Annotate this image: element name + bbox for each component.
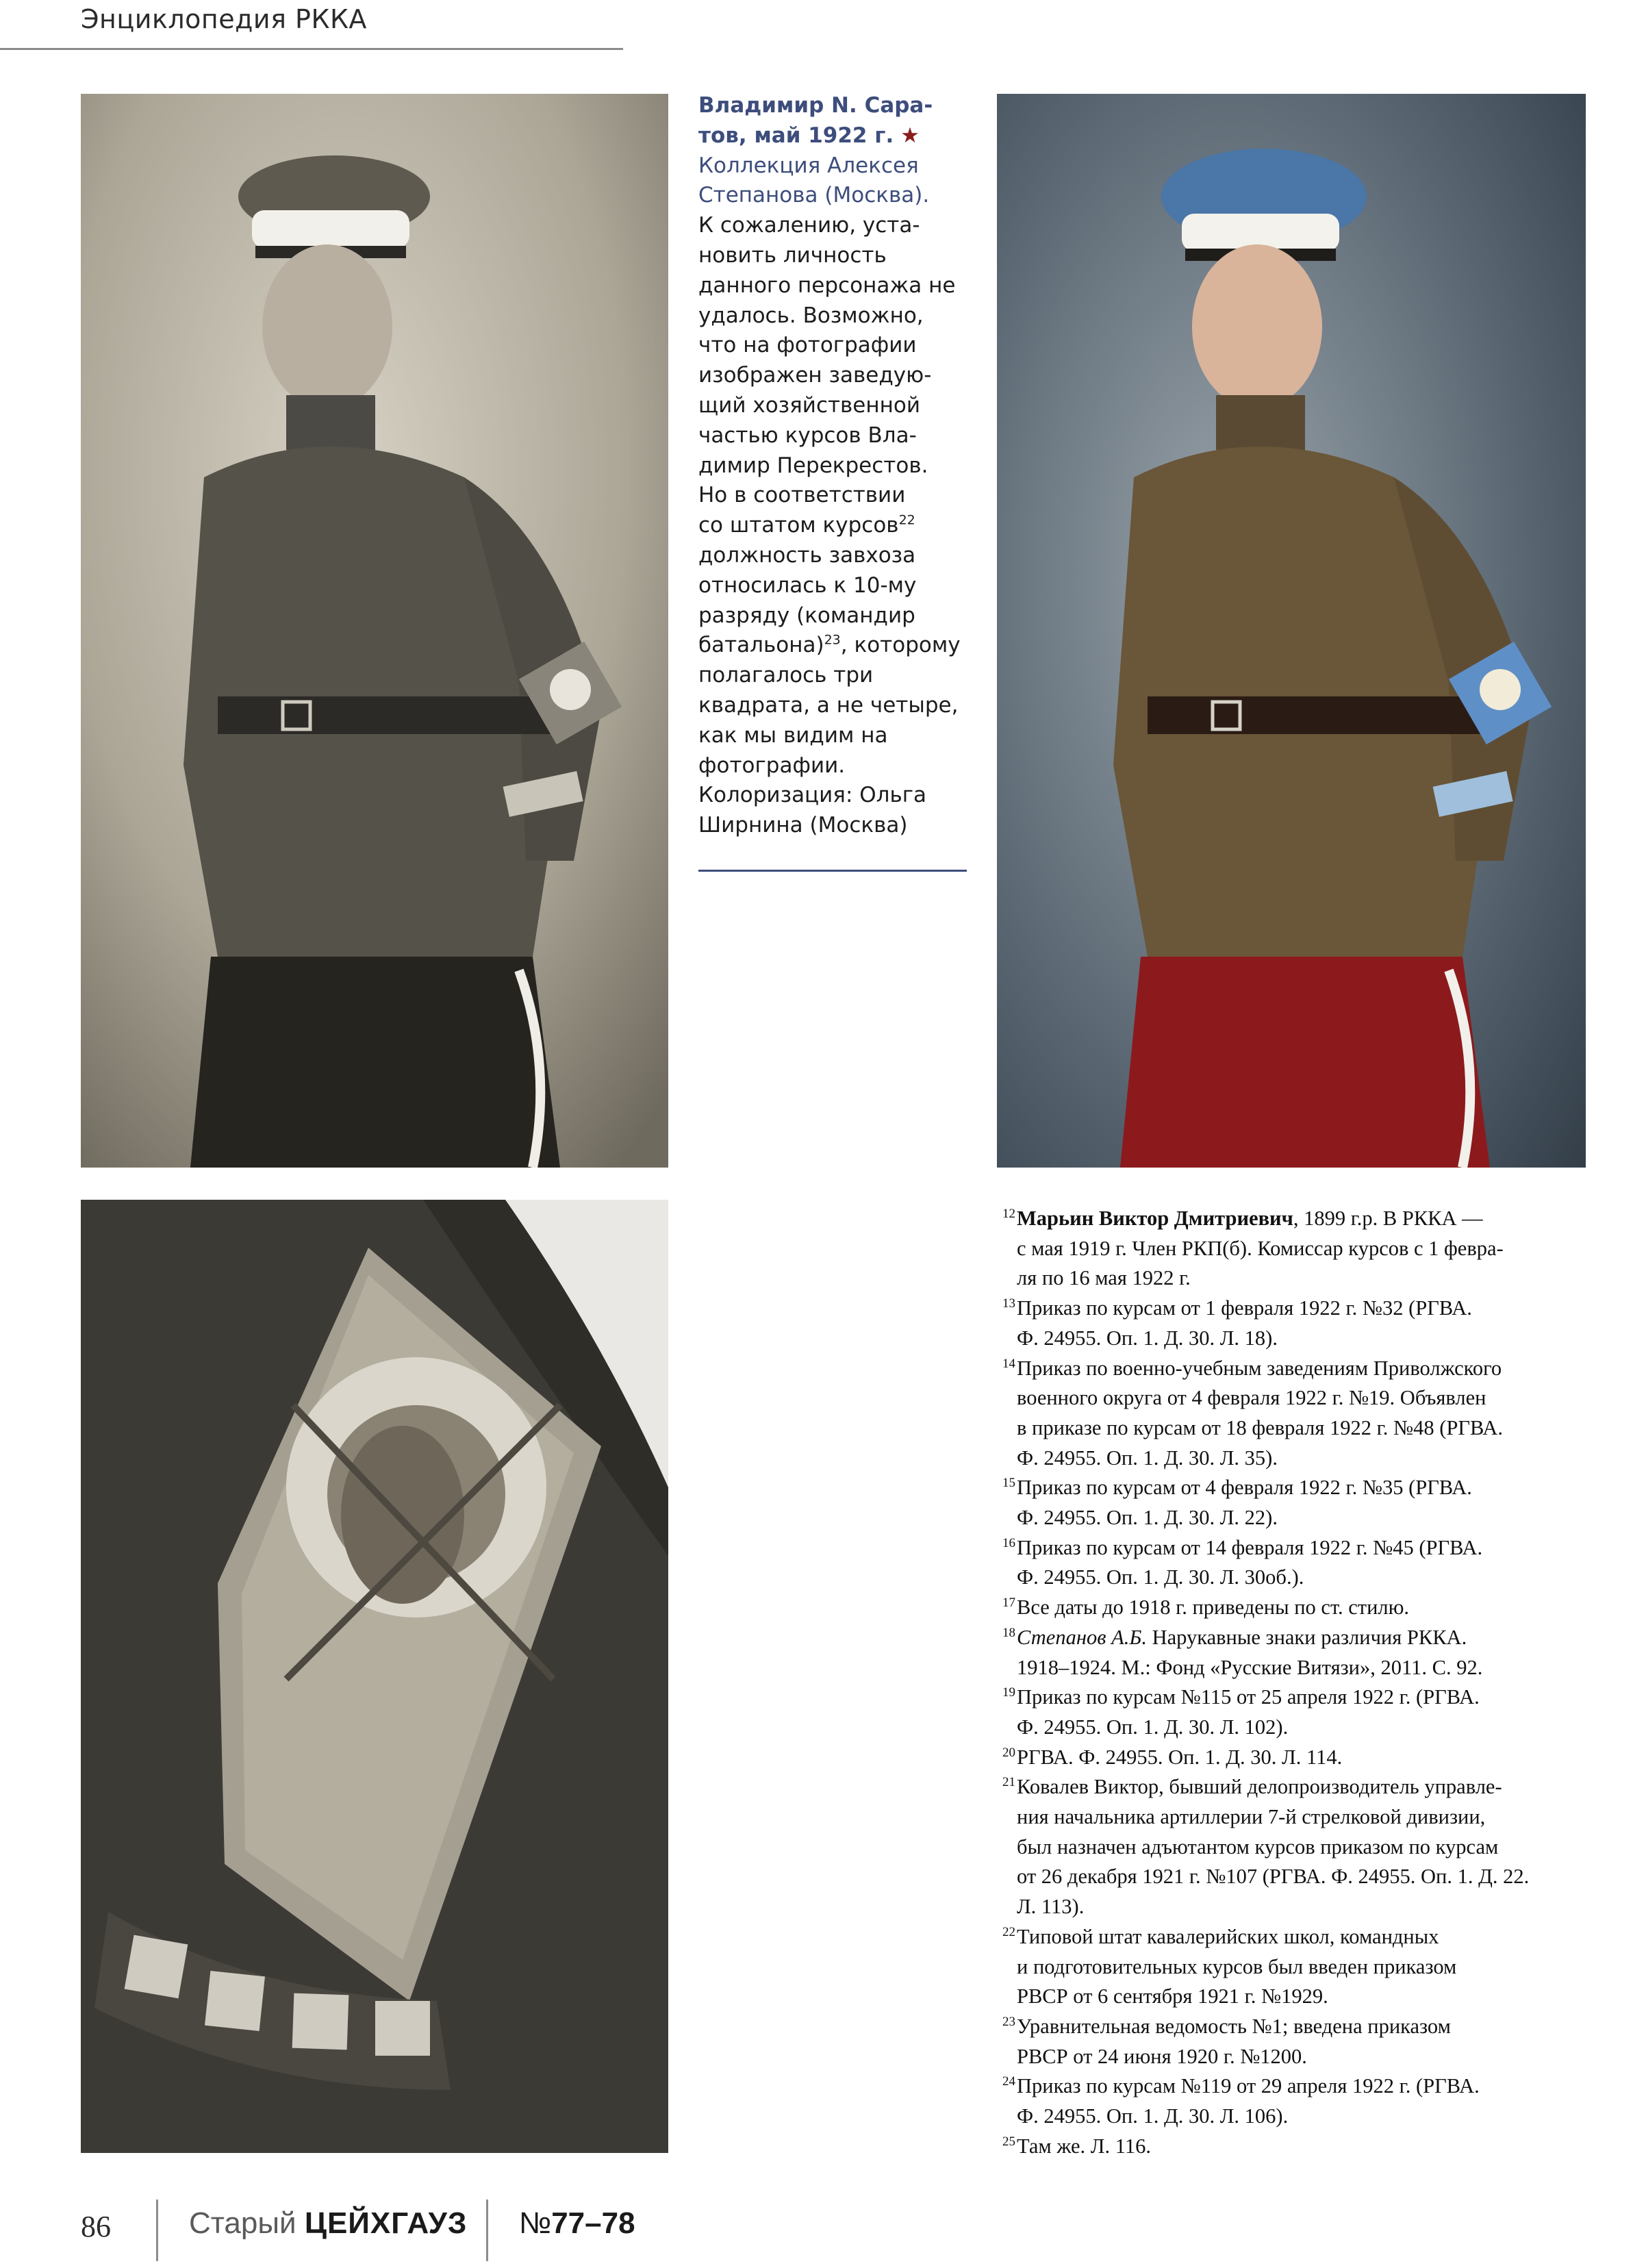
portrait-photo-bw bbox=[81, 94, 668, 1168]
caption-body-line: данного персонажа не bbox=[698, 273, 956, 298]
caption-body-line: димир Перекрестов. bbox=[698, 453, 928, 478]
caption-title-line-2: тов, май 1922 г. bbox=[698, 123, 894, 148]
footnote bbox=[996, 2071, 1585, 2131]
star-icon: ★ bbox=[900, 123, 920, 148]
caption-body-line: частью курсов Вла- bbox=[698, 423, 917, 448]
footnote-line: РГВА. Ф. 24955. Оп. 1. Д. 30. Л. 114. bbox=[1017, 1745, 1343, 1769]
caption-collection-line-1: Коллекция Алексея bbox=[698, 153, 919, 178]
portrait-photo-colorized bbox=[997, 94, 1586, 1168]
caption-body-line: новить личность bbox=[698, 242, 887, 268]
footnote-line: от 26 декабря 1921 г. №107 (РГВА. Ф. 24955. Оп. 1. Д. 22. bbox=[1017, 1865, 1530, 1889]
footnote-number: 15 bbox=[1002, 1476, 1015, 1491]
header-rule bbox=[0, 48, 623, 50]
footnote bbox=[996, 2132, 1585, 2162]
photo-caption bbox=[698, 91, 972, 841]
footnote-line: Приказ по курсам от 14 февраля 1922 г. №45 (РГВА. bbox=[1017, 1535, 1483, 1559]
caption-body-line: полагалось три bbox=[698, 663, 874, 688]
caption-body-line: относилась к 10-му bbox=[698, 572, 917, 598]
footnote-line: Ковалев Виктор, бывший делопроизводитель управле- bbox=[1017, 1775, 1502, 1799]
caption-body-line: со штатом курсов bbox=[698, 513, 899, 538]
footnote bbox=[996, 2012, 1585, 2071]
caption-credit-line: Ширнина (Москва) bbox=[698, 813, 908, 838]
caption-body-line: как мы видим на bbox=[698, 722, 888, 748]
footnote-line: Приказ по курсам №115 от 25 апреля 1922 г. (РГВА. bbox=[1017, 1685, 1480, 1709]
footnote bbox=[996, 1533, 1585, 1593]
footnote-number: 19 bbox=[1002, 1685, 1015, 1700]
footnote-line: был назначен адъютантом курсов приказом по курсам bbox=[1017, 1835, 1499, 1859]
footnote-line: и подготовительных курсов был введен приказом bbox=[1017, 1954, 1457, 1978]
caption-body-line: фотографии. bbox=[698, 753, 846, 778]
footnote-line: Ф. 24955. Оп. 1. Д. 30. Л. 22). bbox=[1017, 1506, 1278, 1530]
caption-body-line: должность завхоза bbox=[698, 542, 916, 568]
footnote-ref: 23 bbox=[824, 633, 841, 648]
footnote-line: Л. 113). bbox=[1017, 1895, 1085, 1919]
caption-body-tail: , которому bbox=[840, 633, 961, 658]
footnote-line: Типовой штат кавалерийских школ, командных bbox=[1017, 1924, 1439, 1948]
footnote-line: Все даты до 1918 г. приведены по ст. стилю. bbox=[1017, 1596, 1410, 1620]
running-header: Энциклопедия РККА bbox=[81, 4, 367, 34]
footnote bbox=[996, 1593, 1585, 1623]
magazine-title-light: Старый bbox=[189, 2206, 305, 2240]
caption-body-line: К сожалению, уста- bbox=[698, 213, 920, 238]
footnote-line: ля по 16 мая 1922 г. bbox=[1017, 1266, 1191, 1290]
footnote-line: Ф. 24955. Оп. 1. Д. 30. Л. 30об.). bbox=[1017, 1565, 1304, 1589]
caption-body-line: удалось. Возможно, bbox=[698, 303, 924, 328]
footnote bbox=[996, 1922, 1585, 2012]
sleeve-badge-detail-photo bbox=[81, 1200, 668, 2153]
footnote-number: 24 bbox=[1002, 2074, 1015, 2089]
footer-divider bbox=[486, 2200, 488, 2261]
footnote-number: 22 bbox=[1002, 1924, 1015, 1939]
footnote bbox=[996, 1473, 1585, 1533]
footnote-number: 14 bbox=[1002, 1356, 1015, 1371]
footnote-line: РВСР от 6 сентября 1921 г. №1929. bbox=[1017, 1985, 1328, 2008]
footnote-line: 1918–1924. М.: Фонд «Русские Витязи», 2011. С. 92. bbox=[1017, 1655, 1483, 1679]
footnote-number: 17 bbox=[1002, 1596, 1015, 1611]
footnote-line: в приказе по курсам от 18 февраля 1922 г. №48 (РГВА. bbox=[1017, 1415, 1504, 1439]
footnote-line: Приказ по военно-учебным заведениям Приволжского bbox=[1017, 1356, 1502, 1380]
footnote-line: Ф. 24955. Оп. 1. Д. 30. Л. 35). bbox=[1017, 1446, 1278, 1470]
footnote-line: Приказ по курсам №119 от 29 апреля 1922 г. (РГВА. bbox=[1017, 2074, 1480, 2098]
caption-body-line: квадрата, а не четыре, bbox=[698, 692, 959, 718]
issue-prefix: № bbox=[519, 2206, 552, 2240]
footnote-line: ния начальника артиллерии 7-й стрелковой дивизии, bbox=[1017, 1805, 1486, 1829]
footnote-bold-name: Марьин Виктор Дмитриевич bbox=[1017, 1207, 1293, 1230]
magazine-title bbox=[189, 2206, 467, 2241]
footnote-number: 13 bbox=[1002, 1296, 1015, 1311]
footnote-line: Ф. 24955. Оп. 1. Д. 30. Л. 102). bbox=[1017, 1715, 1289, 1739]
footnote bbox=[996, 1294, 1585, 1353]
footnote-line: РВСР от 24 июня 1920 г. №1200. bbox=[1017, 2044, 1307, 2068]
footer-divider bbox=[156, 2200, 158, 2261]
footnote-number: 21 bbox=[1002, 1775, 1015, 1790]
footnote: 12 Марьин Виктор Дмитриевич, 1899 г.р. В РККА — с мая 1919 г. Член РКП(б). Комиссар курсов с 1 февра- ля по 16 мая 1922 г. bbox=[996, 1204, 1585, 1294]
caption-body-line: батальона) bbox=[698, 633, 824, 658]
footnote-line: Ф. 24955. Оп. 1. Д. 30. Л. 18). bbox=[1017, 1326, 1278, 1350]
footnote-italic-author: Степанов А.Б. bbox=[1017, 1625, 1147, 1649]
footnote bbox=[996, 1354, 1585, 1474]
issue-value: 77–78 bbox=[551, 2206, 635, 2240]
footnotes bbox=[996, 1204, 1585, 2162]
caption-collection-line-2: Степанова (Москва). bbox=[698, 183, 930, 208]
caption-body-line: разряду (командир bbox=[698, 603, 915, 628]
footnote-number: 12 bbox=[1002, 1207, 1015, 1221]
footnote-number: 16 bbox=[1002, 1535, 1015, 1550]
caption-body-line: изображен заведую- bbox=[698, 363, 932, 388]
footnote-number: 18 bbox=[1002, 1625, 1015, 1640]
footnote-number: 25 bbox=[1002, 2134, 1015, 2149]
page-number: 86 bbox=[81, 2210, 111, 2243]
caption-body-line: Но в соответствии bbox=[698, 483, 906, 508]
caption-rule bbox=[698, 870, 967, 872]
footnote-line: Там же. Л. 116. bbox=[1017, 2134, 1151, 2158]
footnote-line: Ф. 24955. Оп. 1. Д. 30. Л. 106). bbox=[1017, 2104, 1289, 2128]
footnote bbox=[996, 1772, 1585, 1922]
caption-credit-line: Колоризация: Ольга bbox=[698, 783, 927, 808]
footnote-number: 20 bbox=[1002, 1745, 1015, 1760]
footnote bbox=[996, 1743, 1585, 1773]
magazine-title-bold: ЦЕЙХГАУЗ bbox=[304, 2206, 468, 2240]
footnote-ref: 22 bbox=[898, 512, 915, 528]
caption-title-line-1: Владимир N. Сара- bbox=[698, 93, 933, 118]
footnote-line: Уравнительная ведомость №1; введена приказом bbox=[1017, 2014, 1451, 2038]
footnote: 18 Степанов А.Б. Нарукавные знаки различия РККА. 1918–1924. М.: Фонд «Русские Витязи», 2011. С. 92. bbox=[996, 1623, 1585, 1683]
footnote-line: военного округа от 4 февраля 1922 г. №19. Объявлен bbox=[1017, 1386, 1486, 1410]
issue-number bbox=[519, 2206, 635, 2241]
caption-body-line: что на фотографии bbox=[698, 333, 917, 358]
footnote bbox=[996, 1683, 1585, 1742]
footnote-line: Приказ по курсам от 1 февраля 1922 г. №32 (РГВА. bbox=[1017, 1296, 1472, 1320]
footnote-line: Приказ по курсам от 4 февраля 1922 г. №35 (РГВА. bbox=[1017, 1476, 1472, 1500]
footnote-number: 23 bbox=[1002, 2014, 1015, 2029]
caption-body-line: щий хозяйственной bbox=[698, 392, 921, 418]
footnote-line: с мая 1919 г. Член РКП(б). Комиссар курсов с 1 февра- bbox=[1017, 1236, 1504, 1260]
